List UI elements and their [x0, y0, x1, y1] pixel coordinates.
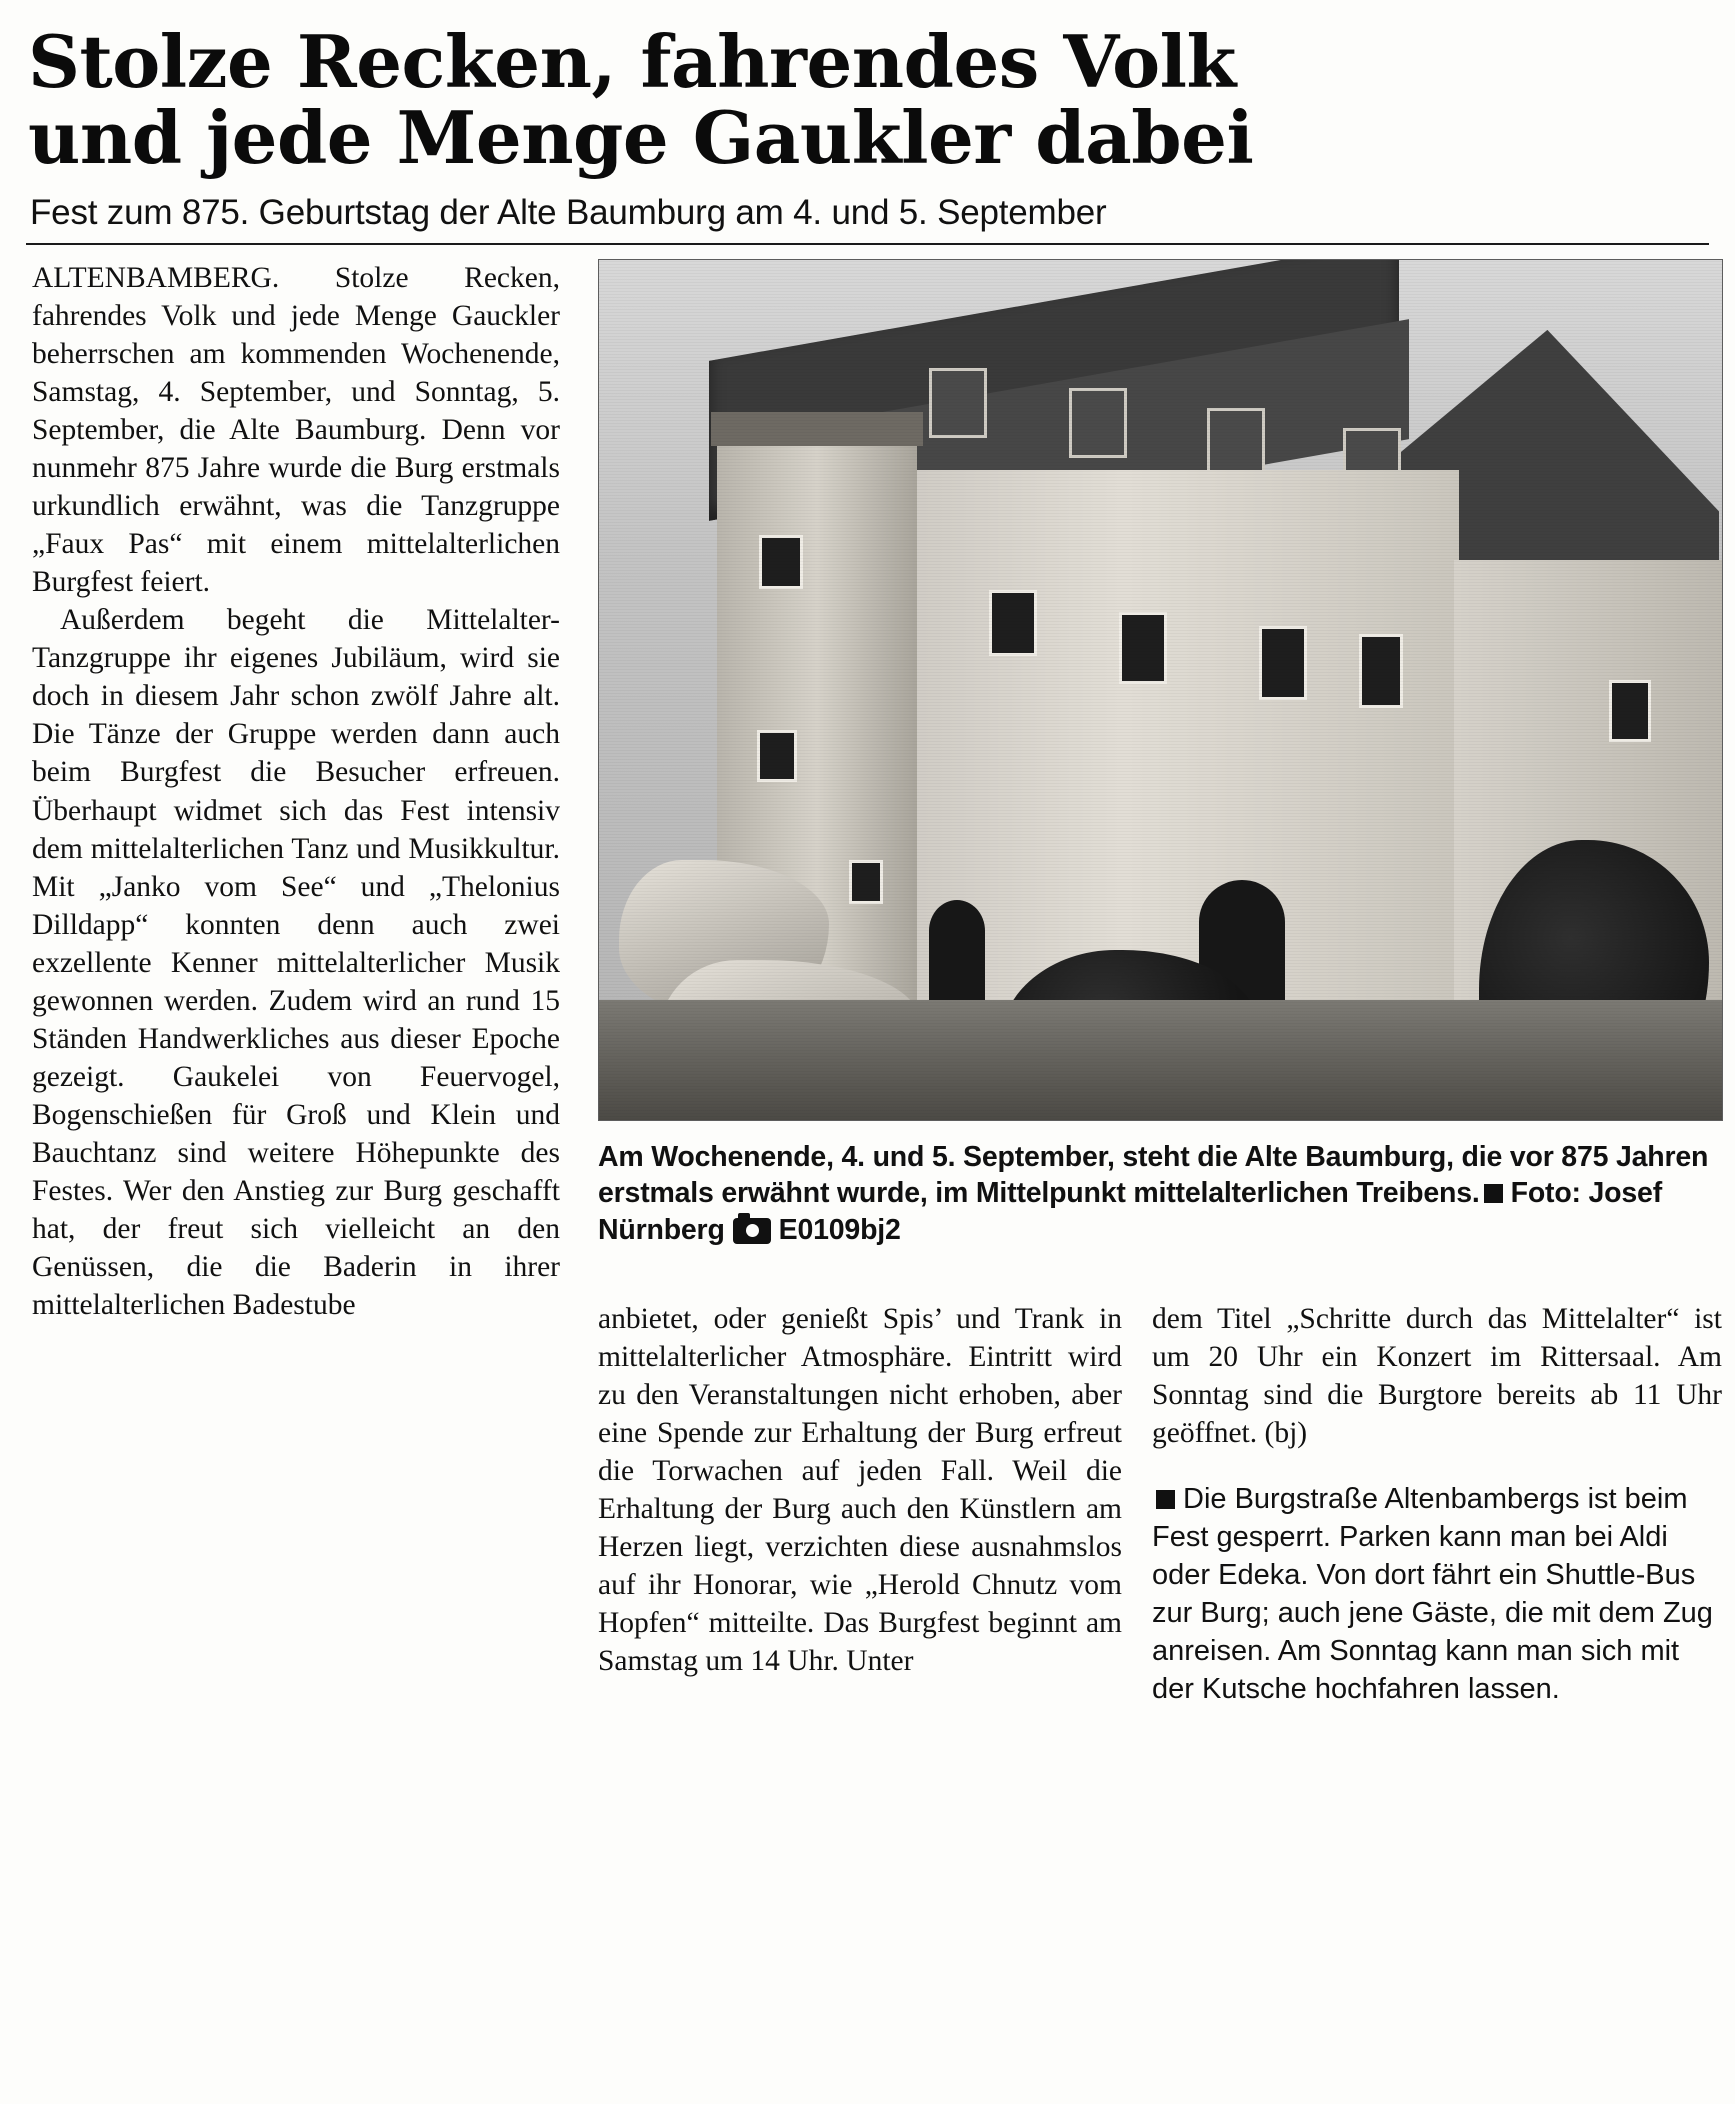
camera-icon	[733, 1218, 771, 1244]
header-divider	[26, 243, 1709, 245]
photo-ground	[599, 1000, 1722, 1120]
subheadline: Fest zum 875. Geburtstag der Alte Baumburg am 4. und 5. September	[30, 192, 1107, 232]
photo-window-1	[759, 535, 803, 589]
square-bullet-icon-2	[1156, 1490, 1175, 1509]
paragraph-right	[1152, 1300, 1722, 1452]
column-right	[1152, 1270, 1722, 1738]
column-middle	[598, 1270, 1122, 1709]
dateline: ALTENBAMBERG.	[32, 261, 280, 294]
paragraph-lead	[32, 259, 560, 601]
photo-dormer-3	[1207, 408, 1265, 478]
paragraph-right-text: dem Titel „Schritte durch das Mittelalter“ ist um 20 Uhr ein Konzert im Rittersaal. Am Sonntag sind die Burgtore bereits ab 11 Uhr geöffnet.	[1152, 1302, 1722, 1449]
article-photo	[598, 259, 1723, 1121]
photo-window-4	[1119, 612, 1167, 684]
paragraph-middle: anbietet, oder genießt Spis’ und Trank in mittelalterlicher Atmosphäre. Eintritt wird zu den Veranstaltungen nicht erhoben, aber eine Spende zur Erhaltung der Burg erfreut die Torwachen auf jeden Fall. Weil die Erhaltung der Burg auch den Künstlern am Herzen liegt, verzichten diese ausnahmslos auf ihr Honorar, wie „Herold Chnutz vom Hopfen“ mitteilte. Das Burgfest beginnt am Samstag um 14 Uhr. Unter	[598, 1302, 1122, 1678]
photo-window-2	[757, 730, 797, 782]
photo-dormer-1	[929, 368, 987, 438]
square-bullet-icon	[1484, 1184, 1503, 1203]
photo-window-8	[849, 860, 883, 904]
info-box-note	[1152, 1481, 1722, 1709]
photo-doorway-left	[929, 900, 985, 1010]
headline-line-1: Stolze Recken, fahrendes Volk	[28, 19, 1236, 104]
photo-window-3	[989, 590, 1037, 656]
author-initials: (bj)	[1264, 1416, 1308, 1449]
headline-line-2: und jede Menge Gaukler dabei	[28, 95, 1254, 181]
photo-block	[598, 259, 1723, 2030]
info-box-text: Die Burgstraße Altenbambergs ist beim Fest gesperrt. Parken kann man bei Aldi oder Edeka. Von dort fährt ein Shuttle-Bus zur Burg; auch jene Gäste, die mit dem Zug anreisen. Am Sonntag kann man sich mit der Kutsche hochfahren lassen.	[1152, 1483, 1713, 1706]
paragraph-left-2: Außerdem begeht die Mittelalter-Tanzgruppe ihr eigenes Jubiläum, wird sie doch in diesem Jahr schon zwölf Jahre alt. Die Tänze der Gruppe werden dann auch beim Burgfest die Besucher erfreuen. Überhaupt widmet sich das Fest intensiv dem mittelalterlichen Tanz und Musikkultur. Mit „Janko vom See“ und „Thelonius Dilldapp“ konnten denn auch zwei exzellente Kenner mittelalterlicher Musik gewonnen werden. Zudem wird an rund 15 Ständen Handwerkliches aus dieser Epoche gezeigt. Gaukelei von Feuervogel, Bogenschießen für Groß und Klein und Bauchtanz sind weitere Höhepunkte des Festes. Wer den Anstieg zur Burg geschafft hat, der freut sich vielleicht an den Genüssen, die die Baderin in ihrer mittelalterlichen Badestube	[32, 604, 560, 1322]
photo-dormer-2	[1069, 388, 1127, 458]
lower-columns	[598, 1270, 1723, 2030]
page-title	[28, 19, 1713, 181]
photo-tower-cornice	[711, 412, 923, 446]
photo-window-7	[1609, 680, 1651, 742]
photo-caption-text: Am Wochenende, 4. und 5. September, steht die Alte Baumburg, die vor 875 Jahren erstmals erwähnt wurde, im Mittelpunkt mittelalterlichen Treibens.	[598, 1140, 1709, 1210]
photo-id: E0109bj2	[778, 1213, 901, 1246]
photo-caption	[598, 1139, 1723, 1248]
photo-credit: Foto: Josef Nürnberg	[598, 1177, 1662, 1246]
photo-window-5	[1259, 626, 1307, 700]
photo-window-6	[1359, 634, 1403, 708]
paragraph-lead-text: Stolze Recken, fahrendes Volk und jede Menge Gauckler beherrschen am kommenden Wochenende, Samstag, 4. September, und Sonntag, 5. September, die Alte Baumburg. Denn vor nunmehr 875 Jahre wurde die Burg erstmals urkundlich erwähnt, was die Tanzgruppe „Faux Pas“ mit einem mittelalterlichen Burgfest feiert.	[32, 261, 560, 599]
column-left	[32, 259, 560, 1324]
